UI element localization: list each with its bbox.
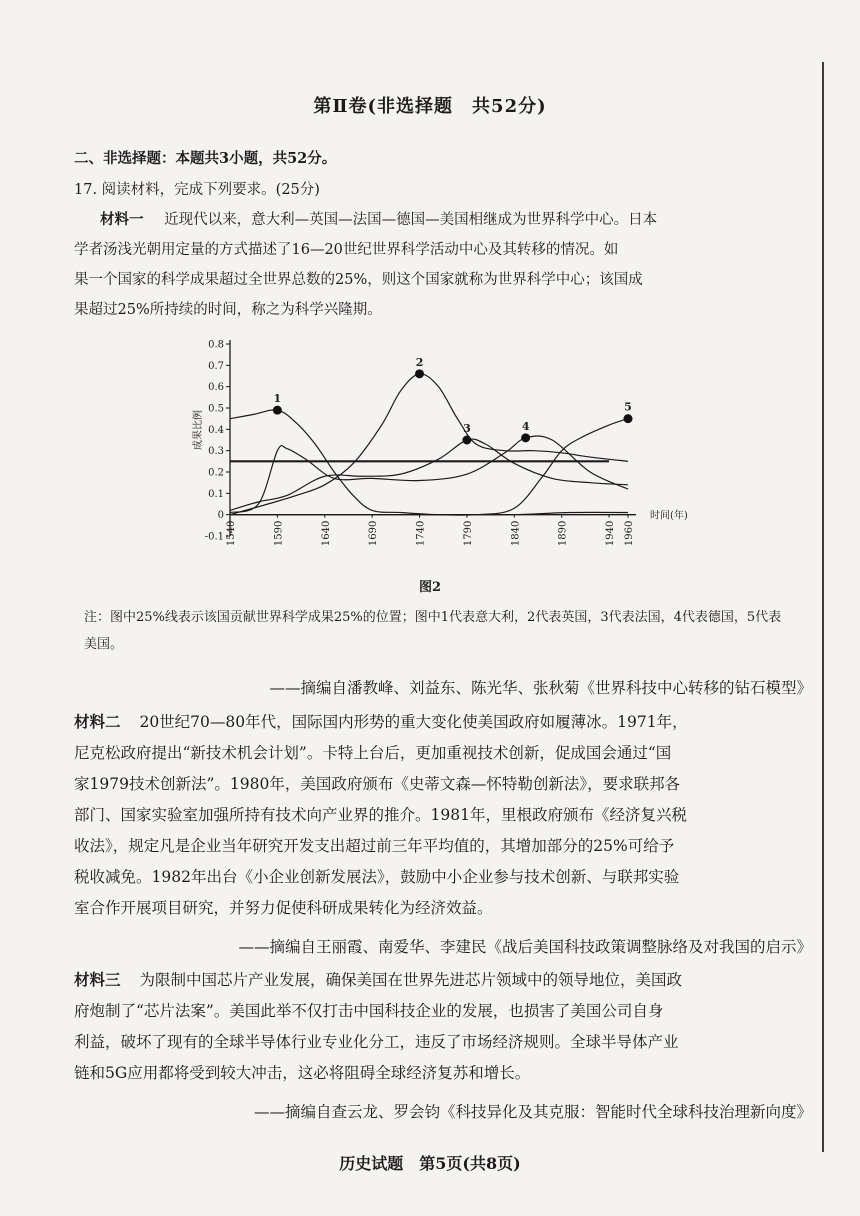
y-tick-label: -0.1 bbox=[204, 531, 224, 543]
source-citation-2: ——摘编自王丽霞、南爱华、李建民《战后美国科技政策调整脉络及对我国的启示》 bbox=[238, 938, 812, 956]
chart-note: 注：图中25%线表示该国贡献世界科学成果25%的位置；图中1代表意大利，2代表英国，3代表法国，4代表德国，5代表美国。 bbox=[84, 610, 782, 652]
series-line-5 bbox=[230, 419, 628, 515]
part-heading: 二、非选择题：本题共3小题，共52分。 bbox=[74, 150, 337, 167]
material-2-line: 尼克松政府提出“新技术机会计划”。卡特上台后，更加重视技术创新，促成国会通过“国 bbox=[74, 744, 672, 762]
series-line-2 bbox=[230, 374, 628, 515]
material-2-line: 家1979技术创新法”。1980年，美国政府颁布《史蒂文森—怀特勒创新法》，要求联邦各 bbox=[74, 775, 681, 793]
material-1-line: 学者汤浅光朝用定量的方式描述了16—20世纪世界科学活动中心及其转移的情况。如 bbox=[74, 242, 619, 258]
section-title: 第Ⅱ卷(非选择题 共52分) bbox=[313, 96, 547, 117]
series-peak-point-5 bbox=[624, 414, 633, 423]
x-tick-label: 1590 bbox=[273, 520, 285, 547]
x-axis-title: 时间(年) bbox=[650, 510, 688, 522]
y-tick-label: 0.7 bbox=[208, 360, 224, 372]
series-line-4 bbox=[230, 436, 628, 513]
material-2-line: 部门、国家实验室加强所持有技术向产业界的推介。1981年，里根政府颁布《经济复兴税 bbox=[74, 806, 687, 824]
series-peak-label-2: 2 bbox=[415, 355, 424, 369]
material-3-line: 利益，破坏了现有的全球半导体行业专业化分工，违反了市场经济规则。全球半导体产业 bbox=[74, 1033, 679, 1051]
x-tick-label: 1840 bbox=[510, 520, 522, 547]
material-1-line: 近现代以来，意大利—英国—法国—德国—美国相继成为世界科学中心。日本 bbox=[164, 212, 658, 228]
y-tick-label: 0.6 bbox=[208, 382, 224, 394]
question-stem: 17. 阅读材料，完成下列要求。(25分) bbox=[74, 182, 320, 198]
series-peak-label-4: 4 bbox=[521, 419, 530, 433]
series-peak-label-3: 3 bbox=[463, 422, 471, 435]
x-tick-label: 1790 bbox=[462, 520, 474, 547]
x-tick-label: 1640 bbox=[320, 520, 332, 547]
material-2-line: 20世纪70—80年代，国际国内形势的重大变化使美国政府如履薄冰。1971年， bbox=[139, 713, 688, 731]
y-tick-label: 0.5 bbox=[208, 403, 224, 415]
source-citation-3: ——摘编自查云龙、罗会钧《科技异化及其克服：智能时代全球科技治理新向度》 bbox=[253, 1103, 812, 1121]
material-2-line: 收法》，规定凡是企业当年研究开发支出超过前三年平均值的，其增加部分的25%可给予 bbox=[74, 837, 675, 855]
series-peak-label-1: 1 bbox=[273, 392, 282, 406]
series-peak-point-2 bbox=[415, 369, 424, 378]
series-peak-point-1 bbox=[273, 406, 282, 415]
series-peak-point-3 bbox=[462, 436, 471, 445]
material-2-line: 税收减免。1982年出台《小企业创新发展法》，鼓励中小企业参与技术创新、与联邦实验 bbox=[74, 868, 680, 886]
y-tick-label: 0 bbox=[217, 510, 224, 522]
page-footer: 历史试题 第5页(共8页) bbox=[339, 1154, 521, 1173]
y-tick-label: 0.2 bbox=[208, 467, 224, 479]
y-tick-label: 0.1 bbox=[208, 488, 224, 500]
x-tick-label: 1960 bbox=[624, 520, 635, 547]
material-1-line: 果一个国家的科学成果超过全世界总数的25%，则这个国家就称为世界科学中心；该国成 bbox=[74, 272, 643, 288]
y-tick-label: 0.4 bbox=[208, 424, 224, 436]
material-2-line: 室合作开展项目研究，并努力促使科研成果转化为经济效益。 bbox=[74, 899, 493, 917]
x-tick-label: 1740 bbox=[415, 520, 427, 547]
x-tick-label: 1540 bbox=[226, 520, 237, 547]
y-tick-label: 0.8 bbox=[208, 339, 224, 351]
material-3-line: 链和5G应用都将受到较大冲击，这必将阻碍全球经济复苏和增长。 bbox=[74, 1064, 531, 1082]
x-tick-label: 1890 bbox=[557, 520, 569, 547]
x-tick-label: 1690 bbox=[368, 520, 380, 547]
material-1-label: 材料一 bbox=[100, 211, 144, 228]
science-center-line-chart bbox=[185, 336, 715, 572]
x-tick-label: 1940 bbox=[605, 520, 617, 547]
source-citation-1: ——摘编自潘教峰、刘益东、陈光华、张秋菊《世界科技中心转移的钻石模型》 bbox=[269, 679, 812, 697]
material-3-line: 府炮制了“芯片法案”。美国此举不仅打击中国科技企业的发展，也损害了美国公司自身 bbox=[74, 1002, 664, 1020]
material-3-label: 材料三 bbox=[74, 970, 121, 989]
series-peak-label-5: 5 bbox=[624, 400, 632, 414]
y-tick-label: 0.3 bbox=[208, 446, 224, 458]
material-3-line: 为限制中国芯片产业发展，确保美国在世界先进芯片领域中的领导地位，美国政 bbox=[139, 971, 682, 989]
page-margin-rule bbox=[822, 62, 824, 1152]
y-axis-title: 成果比例 bbox=[193, 410, 204, 450]
material-2-label: 材料二 bbox=[74, 712, 121, 731]
figure-caption: 图2 bbox=[418, 580, 442, 595]
series-peak-point-4 bbox=[521, 433, 530, 442]
material-1-line: 果超过25%所持续的时间，称之为科学兴隆期。 bbox=[74, 302, 382, 318]
